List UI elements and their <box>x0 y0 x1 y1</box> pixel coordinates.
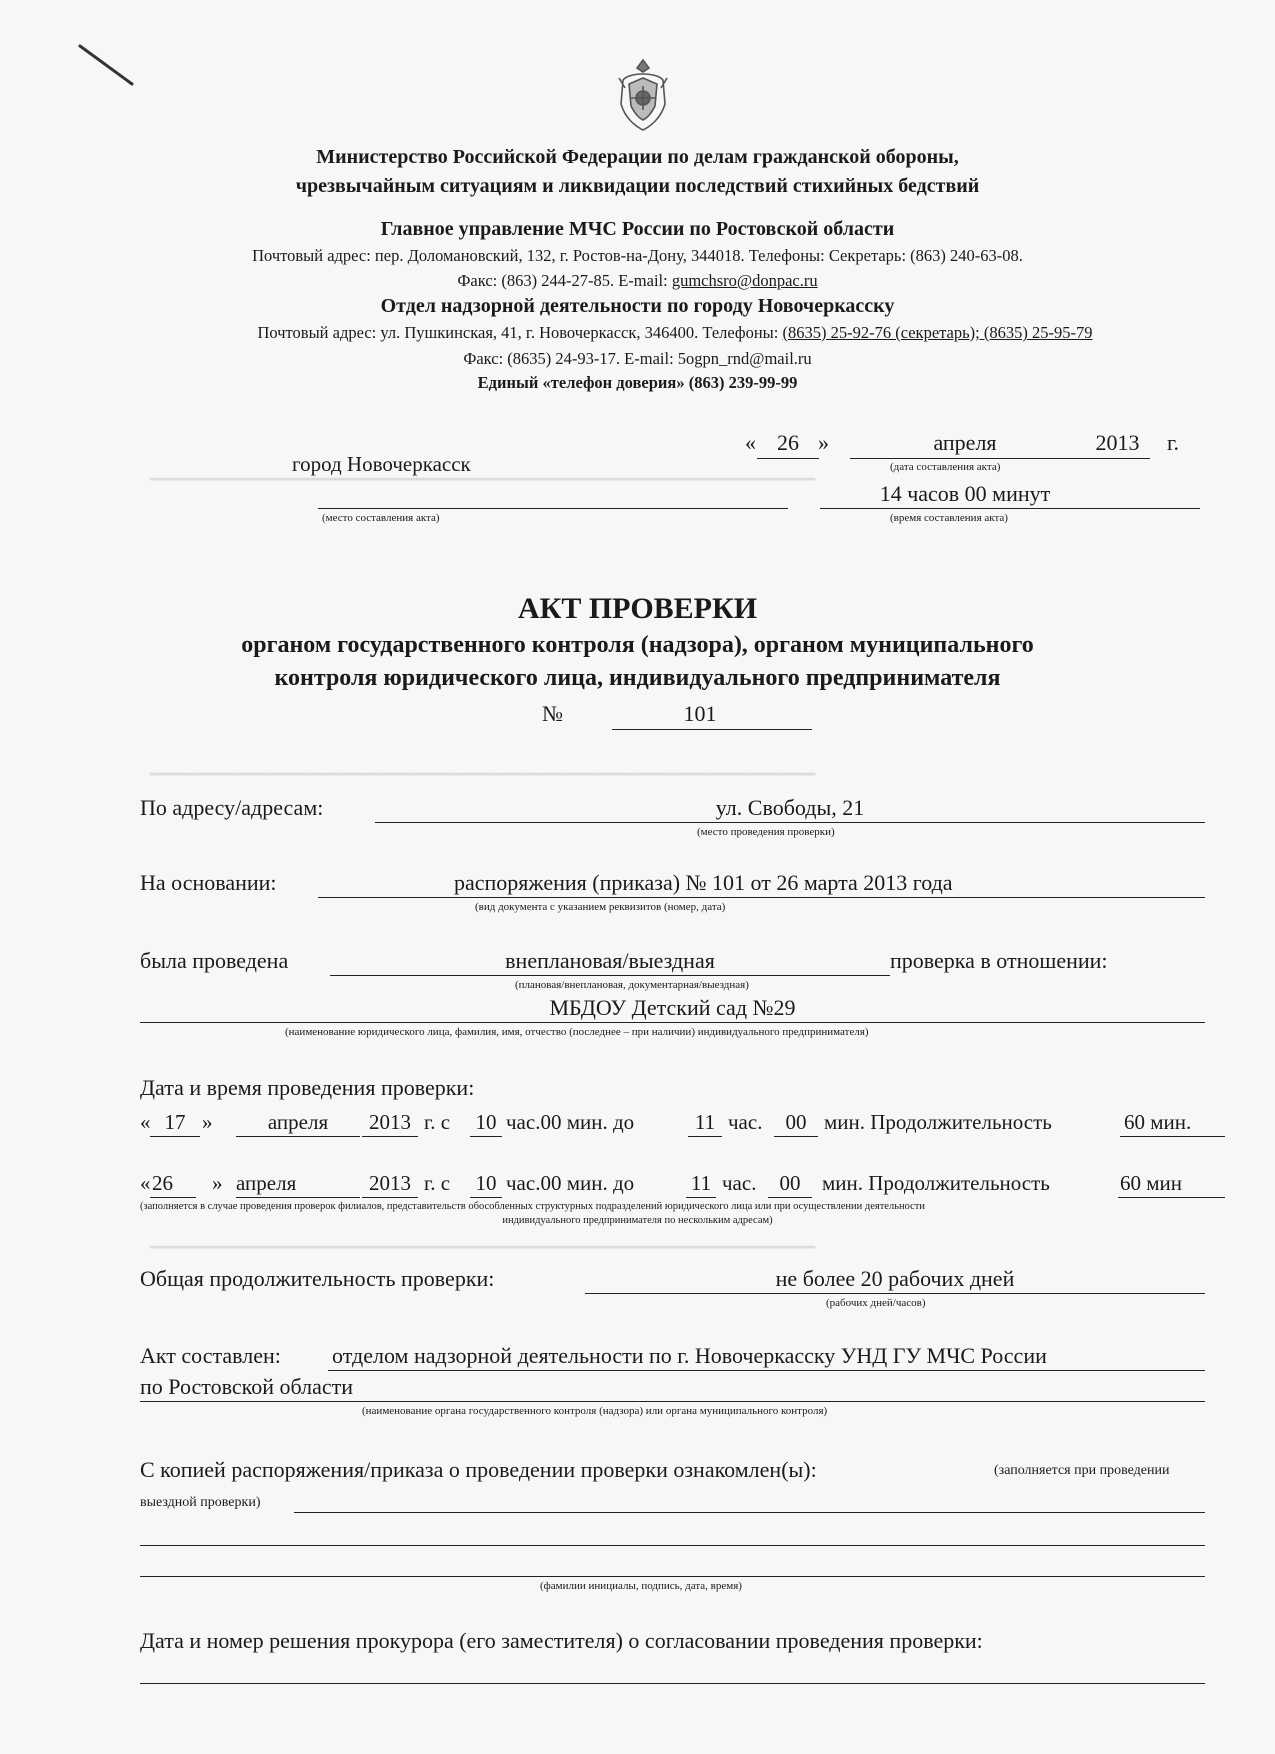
copy-line-2 <box>140 1545 1205 1546</box>
basis-caption: (вид документа с указанием реквизитов (номер, дата) <box>475 901 726 913</box>
conducted-caption: (плановая/внеплановая, документарная/выездная) <box>515 979 749 991</box>
ond-title: Отдел надзорной деятельности по городу Новочеркасску <box>380 295 895 317</box>
conducted-line <box>330 975 890 976</box>
ond-address-text: Почтовый адрес: ул. Пушкинская, 41, г. Новочеркасск, 346400. Телефоны: <box>257 323 783 342</box>
prosecutor-label: Дата и номер решения прокурора (его заместителя) о согласовании проведения проверки: <box>140 1628 983 1653</box>
conducted-label: была проведена <box>140 948 289 973</box>
date-year: 2013 <box>1095 430 1140 455</box>
dt1-from-text: г. с <box>424 1110 451 1134</box>
dt1-month: апреля <box>267 1110 329 1134</box>
dt2-open: « <box>140 1171 151 1195</box>
address-label: По адресу/адресам: <box>140 795 324 820</box>
copy-caption: (фамилии инициалы, подпись, дата, время) <box>540 1580 742 1592</box>
dt2-h-text: час. <box>722 1171 757 1195</box>
dt2-day: 26 <box>152 1171 173 1195</box>
date-day: 26 <box>777 430 799 455</box>
time-line <box>820 508 1200 509</box>
dt2-day-line <box>150 1197 196 1198</box>
date-month: апреля <box>933 430 997 455</box>
date-suffix: г. <box>1167 430 1180 455</box>
entity-line <box>140 1022 1205 1023</box>
act-number-line <box>612 729 812 730</box>
dt2-duration: 60 мин <box>1120 1171 1183 1195</box>
date-year-line <box>1080 458 1150 459</box>
basis-line <box>318 897 1205 898</box>
ond-hotline: Единый «телефон доверия» (863) 239-99-99 <box>477 373 798 392</box>
dt2-to-hour: 11 <box>690 1171 712 1195</box>
datetime-caption-1: (заполняется в случае проведения проверок филиалов, представительств обособленных структурных подразделений юридического лица или при осуществлении деятельности <box>140 1201 925 1212</box>
gu-fax-text: Факс: (863) 244-27-85. E-mail: <box>457 271 672 290</box>
act-number-sign: № <box>542 701 563 726</box>
bleed-through-text: ━━━━━━━━━━━━━━━━━━━━━━━━━━━━━━━━━━━━━━━━━━━━━━━━━━━━━━━━━━━━━━━━━ <box>150 1238 816 1257</box>
copy-note-2: выездной проверки) <box>140 1495 261 1510</box>
bleed-through-text: ━━━━━━━━━━━━━━━━━━━━━━━━━━━━━━━━━━━━━━━━━━━━━━━━━━━━━━━━━━━━━━━━━ <box>150 470 816 489</box>
dt2-mid: час.00 мин. до <box>506 1171 635 1195</box>
ond-fax: Факс: (8635) 24-93-17. E-mail: 5ogpn_rnd@mail.ru <box>463 349 812 368</box>
date-day-line <box>757 458 819 459</box>
total-value: не более 20 рабочих дней <box>775 1266 1015 1291</box>
composed-caption: (наименование органа государственного контроля (надзора) или органа муниципального контроля) <box>362 1405 828 1417</box>
entity-caption: (наименование юридического лица, фамилия, имя, отчество (последнее – при наличии) индивидуального предпринимателя) <box>285 1026 869 1038</box>
address-line <box>375 822 1205 823</box>
dt1-day: 17 <box>164 1110 186 1134</box>
gu-fax <box>0 271 1275 291</box>
address-caption: (место проведения проверки) <box>697 826 835 838</box>
dt1-to-hour-line <box>688 1136 722 1137</box>
place-caption: (место составления акта) <box>322 512 440 524</box>
copy-line-1 <box>294 1512 1205 1513</box>
composed-value-2: по Ростовской области <box>140 1374 354 1399</box>
dt2-from-text: г. с <box>424 1171 451 1195</box>
dt1-duration-line <box>1120 1136 1225 1137</box>
place-line <box>318 508 788 509</box>
gu-email-link[interactable]: gumchsro@donpac.ru <box>671 271 818 290</box>
composed-line-2 <box>140 1401 1205 1402</box>
ond-phones: (8635) 25-92-76 (секретарь); (8635) 25-95-79 <box>782 323 1093 342</box>
dt2-month-line <box>236 1197 360 1198</box>
dt2-from-hour: 10 <box>475 1171 497 1195</box>
address-value: ул. Свободы, 21 <box>715 795 865 820</box>
dt2-from-hour-line <box>470 1197 502 1198</box>
composed-line-1 <box>328 1370 1205 1371</box>
total-line <box>585 1293 1205 1294</box>
dt1-to-min: 00 <box>785 1110 807 1134</box>
act-subtitle-2: контроля юридического лица, индивидуального предпринимателя <box>274 665 1001 691</box>
date-month-line <box>850 458 1080 459</box>
dt2-close: » <box>212 1171 223 1195</box>
dt1-mid: час.00 мин. до <box>506 1110 635 1134</box>
dt2-month: апреля <box>236 1171 297 1195</box>
conducted-label2: проверка в отношении: <box>890 948 1108 973</box>
gu-title: Главное управление МЧС России по Ростовской области <box>380 218 895 240</box>
dt1-year: 2013 <box>369 1110 411 1134</box>
date-caption: (дата составления акта) <box>890 461 1001 473</box>
dt2-to-hour-line <box>686 1197 716 1198</box>
dt2-to-min-line <box>768 1197 812 1198</box>
dt1-day-line <box>150 1136 200 1137</box>
act-subtitle-1: органом государственного контроля (надзора), органом муниципального <box>241 632 1034 658</box>
pen-mark <box>70 40 140 90</box>
dt2-tail: мин. Продолжительность <box>822 1171 1050 1195</box>
date-open-quote: « <box>745 430 756 455</box>
basis-label: На основании: <box>140 870 277 895</box>
dt2-duration-line <box>1118 1197 1225 1198</box>
dt1-to-hour: 11 <box>694 1110 716 1134</box>
dt1-tail: мин. Продолжительность <box>824 1110 1052 1134</box>
act-number: 101 <box>683 701 717 726</box>
bleed-through-text: ━━━━━━━━━━━━━━━━━━━━━━━━━━━━━━━━━━━━━━━━━━━━━━━━━━━━━━━━━━━━━━━━━ <box>150 765 816 784</box>
ministry-line2: чрезвычайным ситуациям и ликвидации последствий стихийных бедствий <box>295 175 980 197</box>
gu-address: Почтовый адрес: пер. Доломановский, 132, г. Ростов-на-Дону, 344018. Телефоны: Секретарь: (863) 240-63-08. <box>252 246 1023 265</box>
entity-value: МБДОУ Детский сад №29 <box>549 995 796 1020</box>
dt2-year-line <box>362 1197 418 1198</box>
composed-label: Акт составлен: <box>140 1343 281 1368</box>
composed-value-1: отделом надзорной деятельности по г. Новочеркасску УНД ГУ МЧС России <box>332 1343 1047 1368</box>
basis-value: распоряжения (приказа) № 101 от 26 марта 2013 года <box>454 870 953 895</box>
copy-line-3 <box>140 1576 1205 1577</box>
dt1-h-text: час. <box>728 1110 763 1134</box>
time-caption: (время составления акта) <box>890 512 1008 524</box>
datetime-caption-2: индивидуального предпринимателя по нескольким адресам) <box>502 1215 773 1226</box>
dt1-to-min-line <box>774 1136 818 1137</box>
dt1-from-hour-line <box>470 1136 502 1137</box>
ond-address <box>140 323 1210 343</box>
dt1-close: » <box>202 1110 213 1134</box>
ministry-line1: Министерство Российской Федерации по делам гражданской обороны, <box>316 146 959 168</box>
dt1-open: « <box>140 1110 151 1134</box>
date-close-quote: » <box>818 430 829 455</box>
dt1-month-line <box>236 1136 360 1137</box>
dt1-from-hour: 10 <box>475 1110 497 1134</box>
emblem-icon <box>615 58 671 134</box>
total-label: Общая продолжительность проверки: <box>140 1266 495 1291</box>
copy-label: С копией распоряжения/приказа о проведении проверки ознакомлен(ы): <box>140 1457 817 1482</box>
dt1-duration: 60 мин. <box>1124 1110 1192 1134</box>
dt1-year-line <box>362 1136 418 1137</box>
total-caption: (рабочих дней/часов) <box>826 1297 926 1309</box>
dt2-to-min: 00 <box>779 1171 801 1195</box>
datetime-label: Дата и время проведения проверки: <box>140 1075 475 1100</box>
conducted-value: внеплановая/выездная <box>505 948 715 973</box>
act-title: АКТ ПРОВЕРКИ <box>517 592 758 625</box>
time-value: 14 часов 00 минут <box>879 481 1051 506</box>
prosecutor-line <box>140 1683 1205 1684</box>
place-value: город Новочеркасск <box>292 452 471 476</box>
copy-note-1: (заполняется при проведении <box>994 1463 1170 1478</box>
dt2-year: 2013 <box>369 1171 411 1195</box>
